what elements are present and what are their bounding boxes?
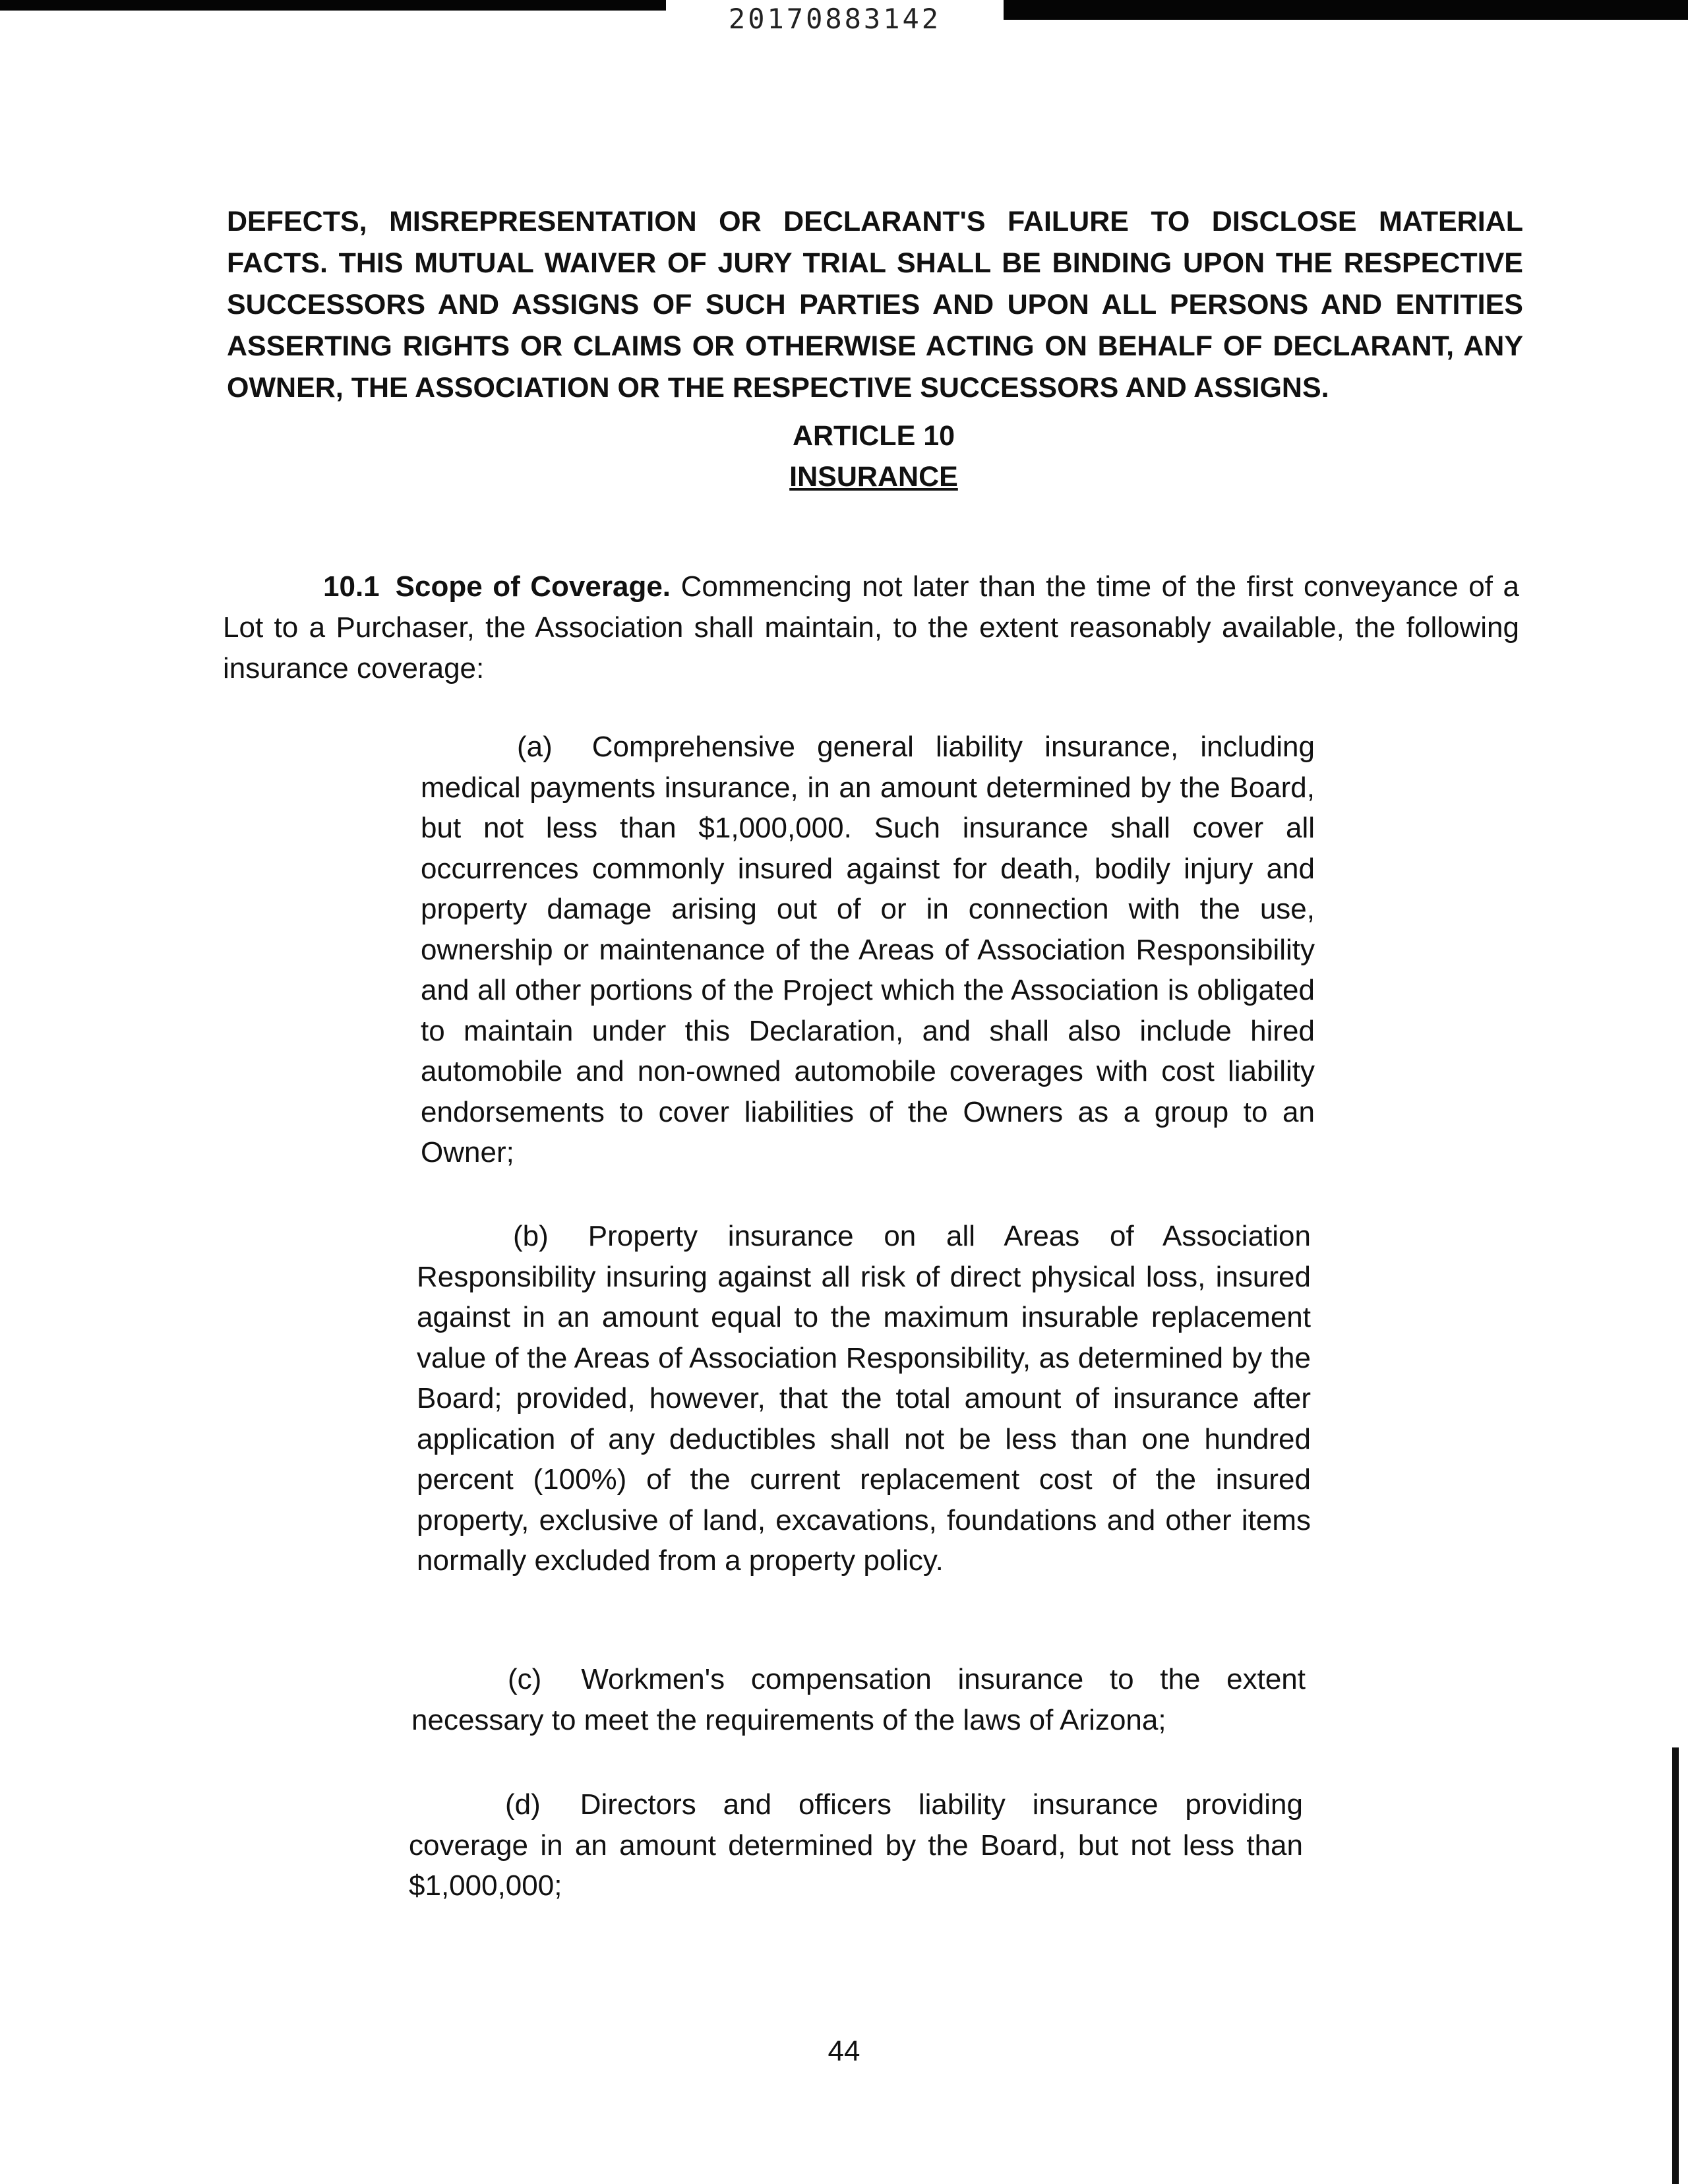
document-number: 20170883142 (728, 3, 942, 35)
section-title: Scope of Coverage. (395, 570, 671, 603)
item-label: (a) (517, 731, 553, 763)
section-text: Commencing not later than the time of the first conveyance of a Lot to a Purchaser, the Association shall maintain, to the extent reasonably available, the following insurance coverage: (223, 570, 1519, 684)
article-title: INSURANCE (789, 461, 958, 493)
coverage-item-b (417, 1216, 1311, 1581)
section-number: 10.1 (323, 570, 380, 603)
article-heading (659, 415, 1088, 497)
coverage-item-a (421, 727, 1315, 1173)
page-number: 44 (828, 2035, 860, 2067)
item-label: (c) (508, 1663, 542, 1695)
item-text: Property insurance on all Areas of Association Responsibility insuring against all risk of direct physical loss, insured against in an amount equal to the maximum insurable replacement value of the Areas of Association Responsibility, as determined by the Board; provided, however, that the total amount of insurance after application of any deductibles shall not be less than one hundred percent (100%) of the current replacement cost of the insured property, exclusive of land, excavations, foundations and other items normally excluded from a property policy. (417, 1220, 1311, 1577)
item-text: Workmen's compensation insurance to the extent necessary to meet the requirements of the laws of Arizona; (411, 1663, 1306, 1736)
item-label: (b) (513, 1220, 549, 1252)
coverage-item-d (409, 1784, 1303, 1906)
article-number: ARTICLE 10 (792, 420, 955, 452)
item-text: Comprehensive general liability insurance, including medical payments insurance, in an amount determined by the Board, but not less than $1,000,000. Such insurance shall cover all occurrences commonly insured against for death, bodily injury and property damage arising out of or in connection with the use, ownership or maintenance of the Areas of Association Responsibility and all other portions of the Project which the Association is obligated to maintain under this Declaration, and shall also include hired automobile and non-owned automobile coverages with cost liability endorsements to cover liabilities of the Owners as a group to an Owner; (421, 731, 1315, 1168)
section-10-1 (223, 566, 1519, 689)
item-text: Directors and officers liability insurance providing coverage in an amount determined by the Board, but not less than $1,000,000; (409, 1788, 1303, 1902)
item-label: (d) (505, 1788, 541, 1821)
coverage-item-c (411, 1659, 1306, 1740)
jury-waiver-paragraph: DEFECTS, MISREPRESENTATION OR DECLARANT'S FAILURE TO DISCLOSE MATERIAL FACTS. THIS MUTUAL WAIVER OF JURY TRIAL SHALL BE BINDING UPON THE RESPECTIVE SUCCESSORS AND ASSIGNS OF SUCH PARTIES AND UPON ALL PERSONS AND ENTITIES ASSERTING RIGHTS OR CLAIMS OR OTHERWISE ACTING ON BEHALF OF DECLARANT, ANY OWNER, THE ASSOCIATION OR THE RESPECTIVE SUCCESSORS AND ASSIGNS. (227, 206, 1523, 404)
